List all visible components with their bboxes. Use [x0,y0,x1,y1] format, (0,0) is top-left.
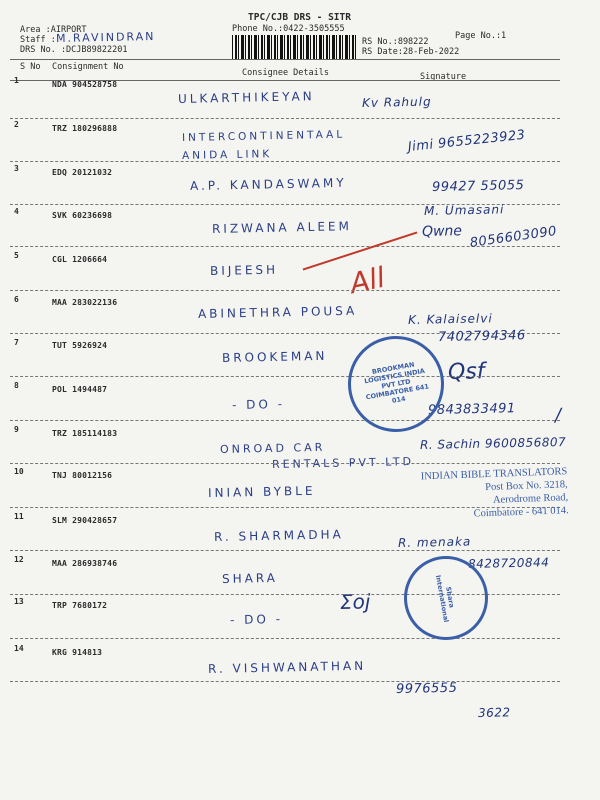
row-7-signature-scribble: Qsf [447,359,485,385]
shara-stamp-text: Shara International [433,574,456,623]
row-4-consignment: SVK 60236698 [52,211,113,220]
row-9-signature: R. Sachin 9600856807 [419,434,567,452]
indian-bible-stamp [407,465,569,523]
row-3-signature: 99427 55055 [431,178,525,195]
row-1-signature: Kv Rahulg [361,94,432,110]
row-11-sno: 11 [14,512,24,521]
row-5-sno: 5 [14,251,19,260]
column-consignee: Consignee Details [242,68,329,78]
row-6-consignee: ABINETHRA POUSA [197,303,358,321]
row-11-signature: R. menaka [397,534,472,550]
column-consignment: Consignment No [52,62,124,72]
row-7-signature: 7402794346 [437,328,526,345]
row-11-consignee: R. SHARMADHA [213,527,344,544]
row-14-consignee: R. VISHWANATHAN [207,658,367,676]
indian-bible-stamp-line3: Aerodrome Road, [492,492,569,506]
row-8-sno: 8 [14,381,19,390]
row-7-sno: 7 [14,338,19,347]
row-7-consignment: TUT 5926924 [52,341,108,350]
row-13-sno: 13 [14,597,24,606]
row-2-consignment: TRZ 180296888 [52,124,118,133]
row-4-signature-scribble: Qwne [421,223,463,240]
phone-number: Phone No.:0422-3505555 [232,24,345,34]
row-8-signature-tick: / [554,404,562,426]
row-12-signature-scribble: Ʃoj [339,589,371,614]
row-2-consignee-line2: ANIDA LINK [181,148,273,162]
row-7-consignee: BROOKEMAN [221,348,328,365]
row-9-consignment: TRZ 185114183 [52,429,118,438]
row-4-consignee: RIZWANA ALEEM [211,219,353,236]
row-2-consignee: INTERCONTINENTAAL [181,128,346,144]
indian-bible-stamp-line4: Coimbatore - 641 014. [473,505,569,520]
row-5-consignment: CGL 1206664 [52,255,108,264]
row-10-consignee: INIAN BYBLE [207,483,316,500]
red-all-mark: All [346,260,388,301]
indian-bible-stamp-line2: Post Box No. 3218, [485,479,568,494]
row-6-sno: 6 [14,295,19,304]
row-14-sno: 14 [14,644,24,653]
row-13-consignment: TRP 7680172 [52,601,108,610]
page-number: Page No.:1 [455,31,507,41]
row-5-signature: 8056603090 [468,223,558,251]
row-6-signature: K. Kalaiselvi [407,311,493,327]
row-14-consignment: KRG 914813 [52,648,103,657]
row-8-consignment: POL 1494487 [52,385,108,394]
row-9-consignee-line2: RENTALS PVT LTD [271,455,415,471]
row-8-consignee: - DO - [231,396,286,412]
row-12-consignment: MAA 286938746 [52,559,118,568]
indian-bible-stamp-line1: INDIAN BIBLE TRANSLATORS [420,466,568,483]
brookman-stamp-text: BROOKMAN LOGISTICS INDIA PVT LTD COIMBATORE 641 014 [363,360,430,405]
row-10-consignment: TNJ 80012156 [52,471,113,480]
row-2-sno: 2 [14,120,19,129]
barcode [232,35,357,59]
row-3-consignment: EDQ 20121032 [52,168,113,177]
document-title: TPC/CJB DRS - SITR [248,12,351,23]
row-3-consignee: A.P. KANDASWAMY [189,175,347,193]
row-9-consignee: ONROAD CAR [219,440,326,456]
shara-stamp [404,556,488,640]
row-2-signature: Jimi 9655223923 [407,127,527,155]
row-6-consignment: MAA 283022136 [52,298,118,307]
column-sno: S No [20,62,41,72]
row-14-signature: 9976555 [395,680,458,697]
staff-label: Staff : [20,35,56,45]
row-3-sno: 3 [14,164,19,173]
row-10-sno: 10 [14,467,24,476]
area-label: Area :AIRPORT [20,25,87,35]
rs-number: RS No.:898222 [362,37,429,47]
row-5-consignee: BIJEESH [209,262,279,278]
row-9-sno: 9 [14,425,19,434]
row-11-consignment: SLM 290428657 [52,516,118,525]
bottom-number: 3622 [477,705,511,720]
row-12-sno: 12 [14,555,24,564]
rs-date: RS Date:28-Feb-2022 [362,47,460,57]
column-signature: Signature [420,72,467,82]
row-12-consignee: SHARA [221,570,279,586]
staff-name: M.RAVINDRAN [55,29,156,45]
row-13-consignee: - DO - [229,611,284,627]
row-4-sno: 4 [14,207,19,216]
brookman-stamp [348,336,444,432]
drs-number: DRS No. :DCJB89822201 [20,45,128,55]
row-8-signature: 9843833491 [427,401,516,418]
header-rule [10,59,560,60]
row-12-signature: 8428720844 [467,555,550,571]
row-4-signature: M. Umasani [423,202,505,218]
row-1-consignee: ULKARTHIKEYAN [177,89,315,106]
row-1-sno: 1 [14,76,19,85]
row-1-consignment: NDA 904528758 [52,80,118,89]
